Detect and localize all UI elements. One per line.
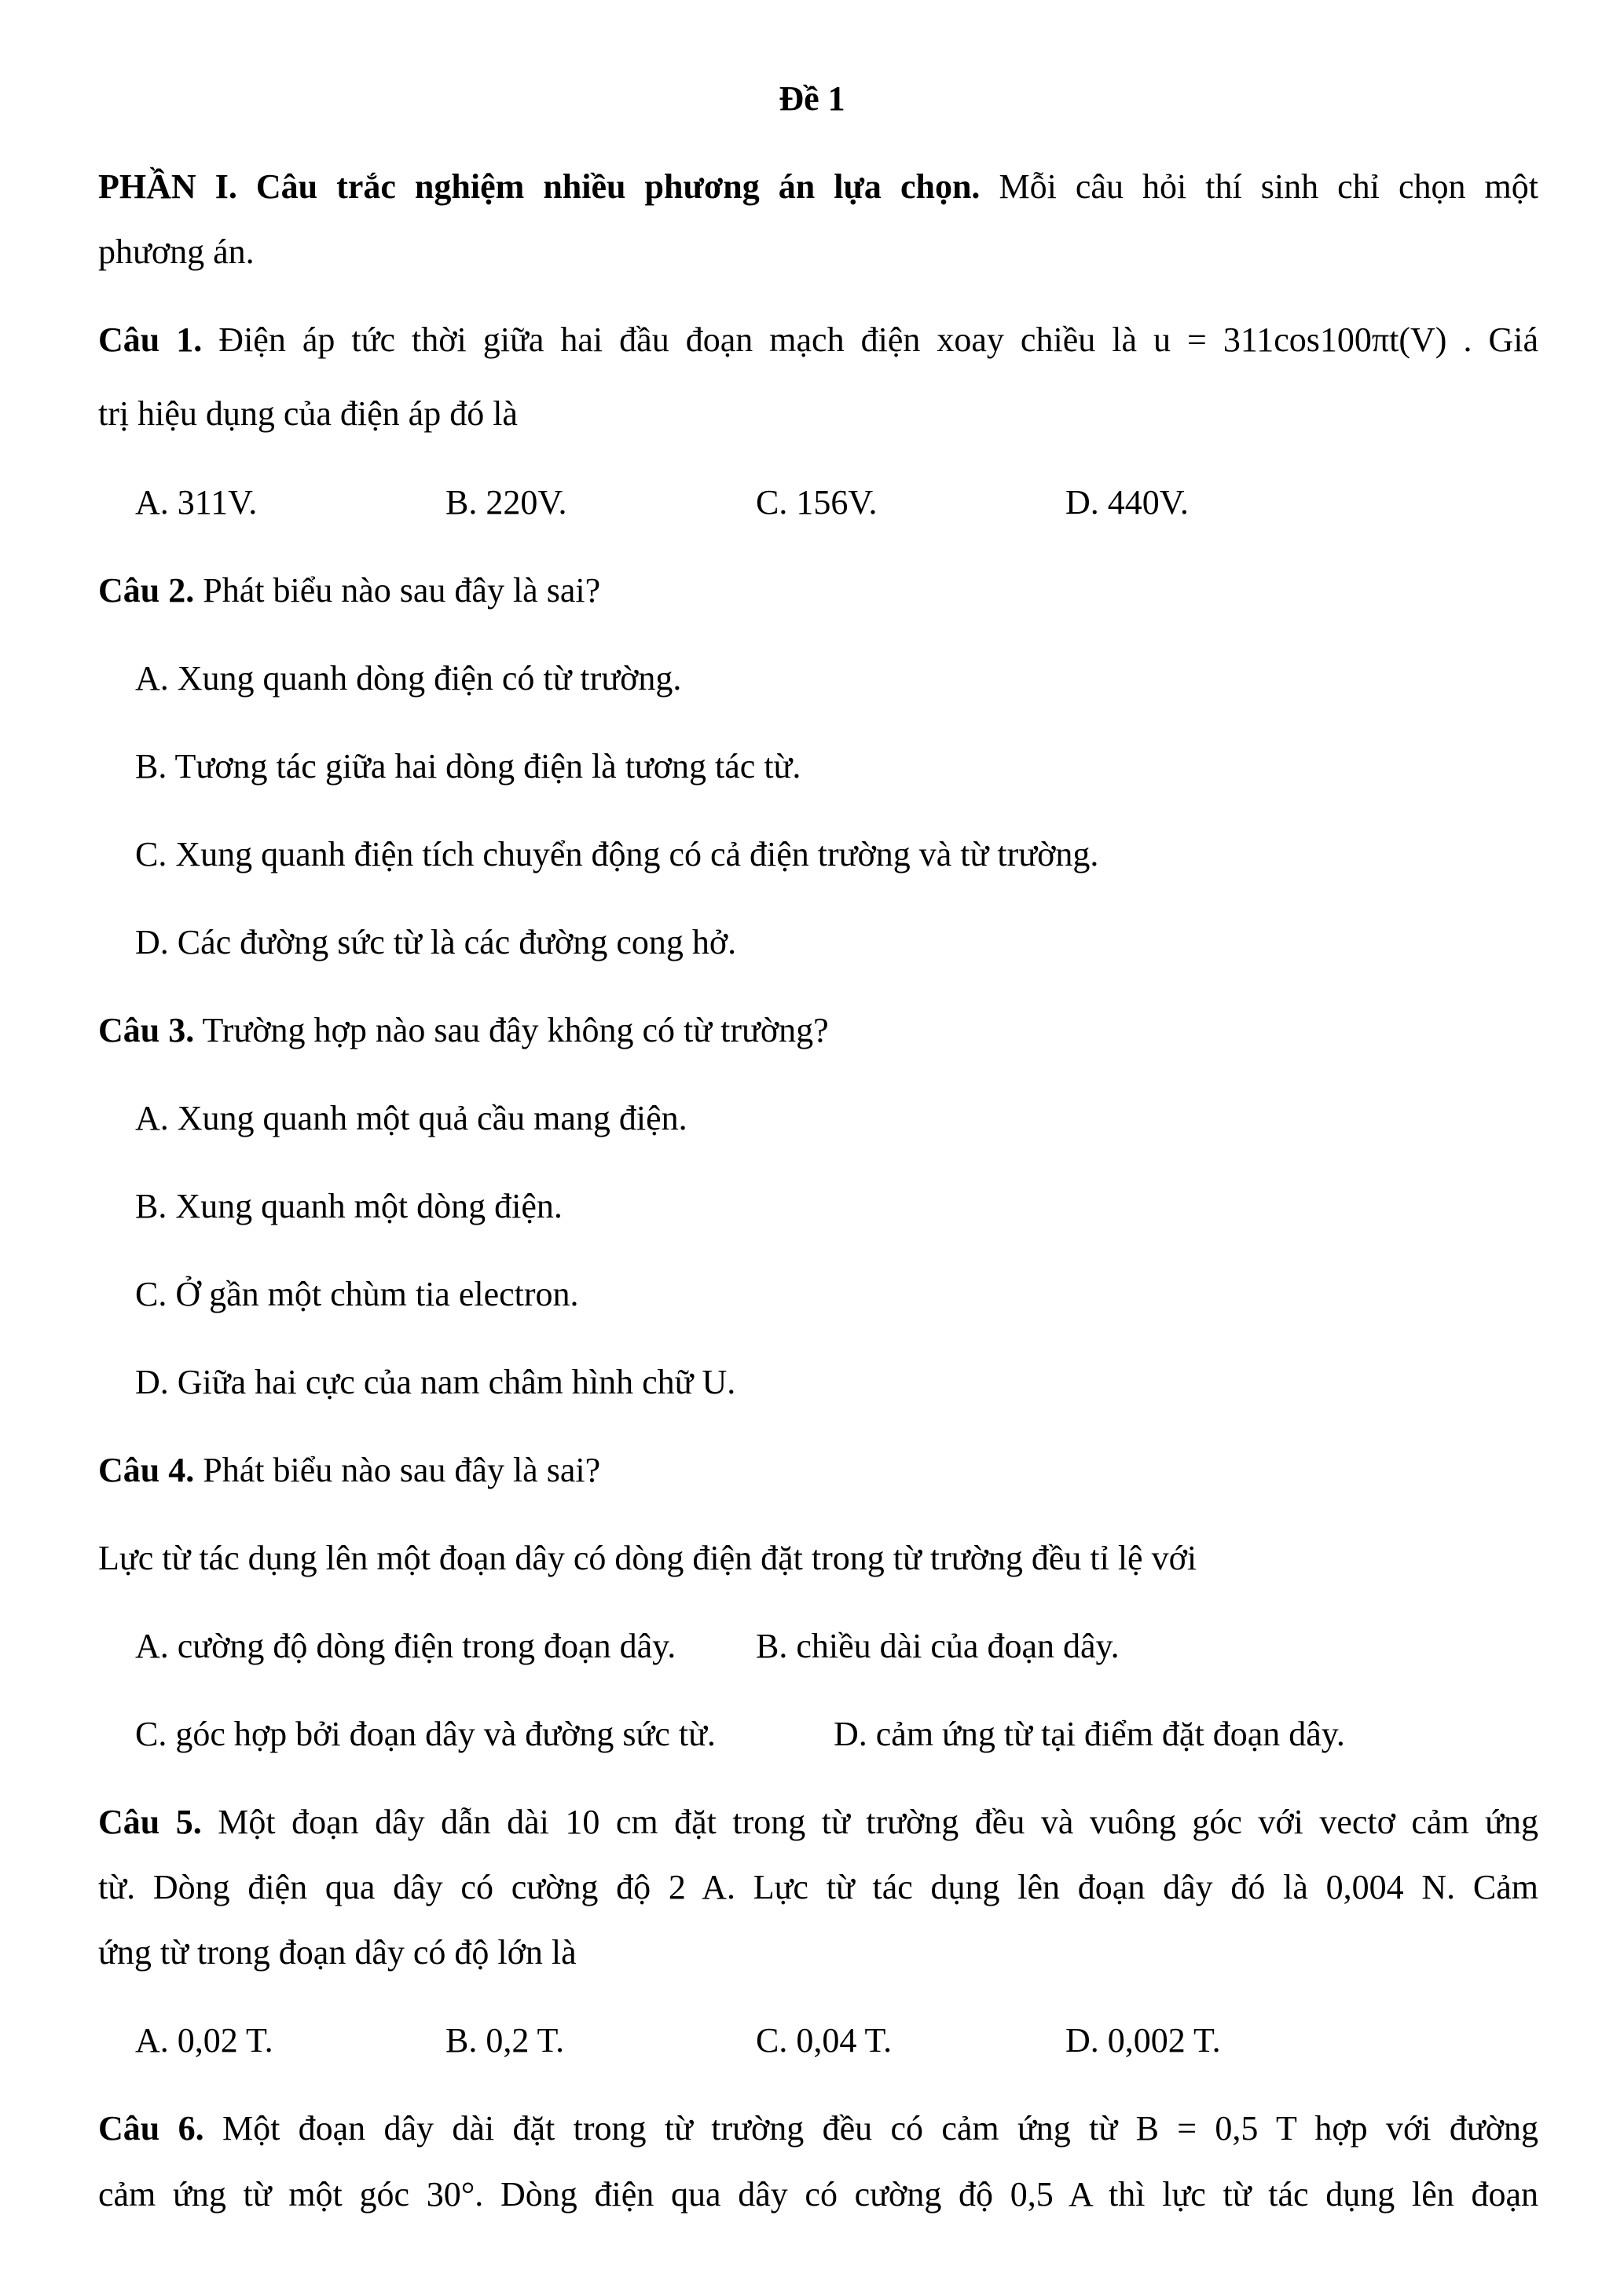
q2-option-b: B. Tương tác giữa hai dòng điện là tương tác từ.: [135, 747, 801, 785]
q3-stem: [98, 1007, 829, 1054]
q3-text: Trường hợp nào sau đây không có từ trường?: [194, 1011, 829, 1049]
q3-option-c: C. Ở gần một chùm tia electron.: [135, 1275, 579, 1313]
section-heading-line: [98, 163, 1538, 211]
q3-label: Câu 3.: [98, 1011, 195, 1049]
section-instruction: Mỗi câu hỏi thí sinh chỉ chọn một: [980, 167, 1538, 206]
q3-option-a: A. Xung quanh một quả cầu mang điện.: [135, 1099, 687, 1137]
q5-label: Câu 5.: [98, 1803, 202, 1841]
q4-text: Phát biểu nào sau đây là sai?: [194, 1451, 601, 1489]
exam-title: Đề 1: [779, 79, 845, 118]
q5-stem-line3: ứng từ trong đoạn dây có độ lớn là: [98, 1933, 577, 1972]
q3-option-d: D. Giữa hai cực của nam châm hình chữ U.: [135, 1363, 736, 1401]
q6-text: Một đoạn dây dài đặt trong từ trường đều có cảm ứng từ B = 0,5 T hợp với đường: [203, 2109, 1538, 2148]
q3-option-b: B. Xung quanh một dòng điện.: [135, 1187, 563, 1225]
q6-label: Câu 6.: [98, 2109, 204, 2148]
q1-option-d: D. 440V.: [1065, 483, 1189, 522]
q5-text: Một đoạn dây dẫn dài 10 cm đặt trong từ trường đều và vuông góc với vectơ cảm ứng: [201, 1803, 1539, 1841]
q4-option-c: C. góc hợp bởi đoạn dây và đường sức từ.: [135, 1715, 716, 1753]
q4-option-a: A. cường độ dòng điện trong đoạn dây.: [135, 1627, 676, 1665]
q5-stem-line1: [98, 1799, 1538, 1846]
section-instruction-cont: phương án.: [98, 233, 255, 271]
q2-option-d: D. Các đường sức từ là các đường cong hở.: [135, 923, 737, 961]
q1-text: Điện áp tức thời giữa hai đầu đoạn mạch điện xoay chiều là u = 311cos100πt(V) . Giá: [202, 320, 1539, 359]
q1-label: Câu 1.: [98, 320, 203, 359]
q2-stem: [98, 567, 600, 614]
q2-option-c: C. Xung quanh điện tích chuyển động có cả điện trường và từ trường.: [135, 835, 1099, 873]
q5-option-d: D. 0,002 T.: [1065, 2021, 1221, 2060]
section-heading: PHẦN I. Câu trắc nghiệm nhiều phương án lựa chọn.: [98, 167, 981, 206]
q1-stem-line2: trị hiệu dụng của điện áp đó là: [98, 394, 518, 433]
q4-stem-line2: Lực từ tác dụng lên một đoạn dây có dòng điện đặt trong từ trường đều tỉ lệ với: [98, 1539, 1197, 1577]
q6-stem-line1: [98, 2105, 1538, 2152]
q1-option-a: A. 311V.: [135, 483, 258, 522]
q4-stem: [98, 1447, 600, 1494]
q5-stem-line2: từ. Dòng điện qua dây có cường độ 2 A. Lực từ tác dụng lên đoạn dây đó là 0,004 N. Cảm: [98, 1868, 1538, 1906]
q5-option-c: C. 0,04 T.: [756, 2021, 893, 2060]
q4-option-d: D. cảm ứng từ tại điểm đặt đoạn dây.: [834, 1715, 1345, 1753]
q1-option-b: B. 220V.: [445, 483, 567, 522]
q6-stem-line2: cảm ứng từ một góc 30°. Dòng điện qua dây có cường độ 0,5 A thì lực từ tác dụng lên đoạn: [98, 2175, 1538, 2214]
q1-option-c: C. 156V.: [756, 483, 878, 522]
q4-option-b: B. chiều dài của đoạn dây.: [756, 1627, 1120, 1665]
q2-label: Câu 2.: [98, 571, 195, 610]
q4-label: Câu 4.: [98, 1451, 195, 1489]
q1-stem-line1: [98, 317, 1538, 364]
q5-option-a: A. 0,02 T.: [135, 2021, 273, 2060]
q2-text: Phát biểu nào sau đây là sai?: [194, 571, 601, 610]
q2-option-a: A. Xung quanh dòng điện có từ trường.: [135, 659, 682, 698]
q5-option-b: B. 0,2 T.: [445, 2021, 565, 2060]
